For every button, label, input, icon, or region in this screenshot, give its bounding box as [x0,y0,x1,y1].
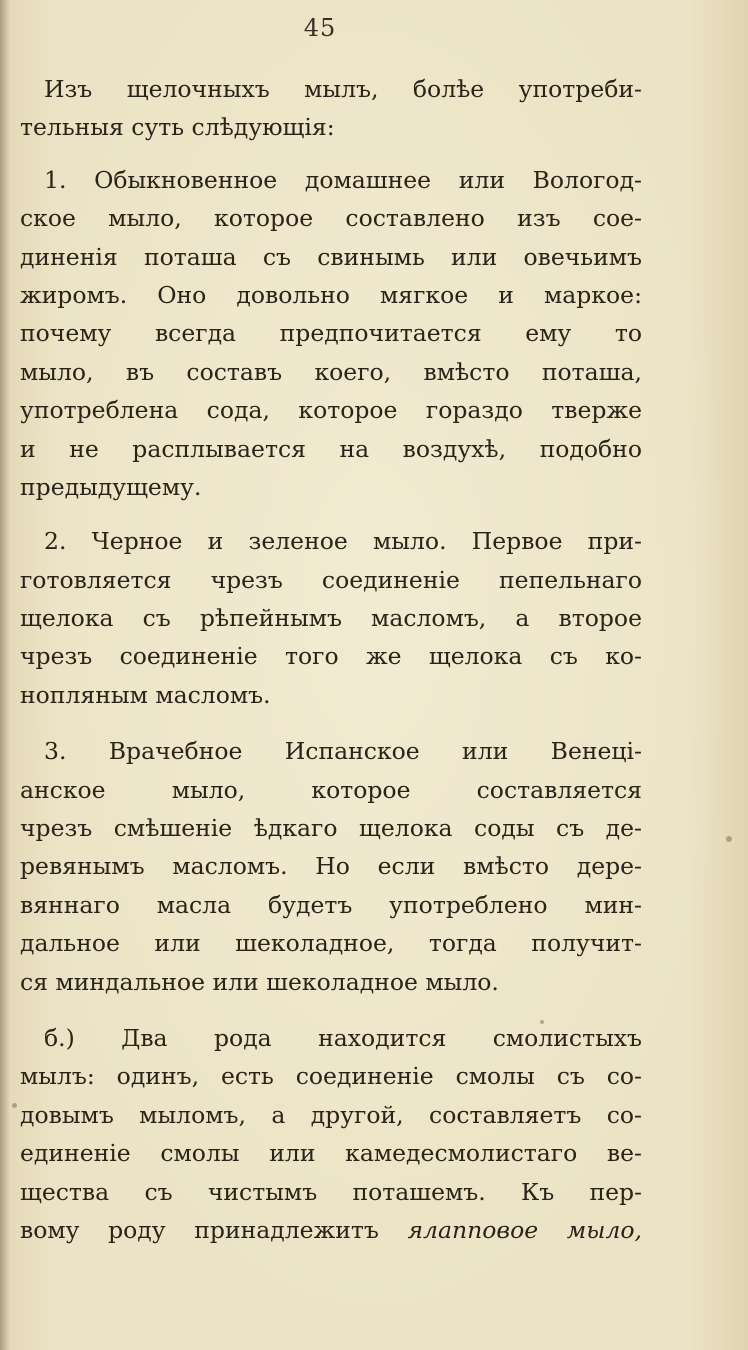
text-line: довымъ мыломъ, а другой, составляетъ со- [20,1100,642,1129]
text-line: почему всегда предпочитается ему то [20,319,642,348]
text-line: тельныя суть слѣдующія: [20,113,335,142]
text-line: чрезъ смѣшеніе ѣдкаго щелока соды съ де- [20,814,642,843]
text-line: готовляется чрезъ соединеніе пепельнаго [20,565,642,594]
text-line: ся миндальное или шеколадное мыло. [20,967,499,996]
last-line-italic: ялапповое мыло, [407,1215,642,1244]
text-line: 2. Черное и зеленое мыло. Первое при- [44,527,642,556]
text-line: щества съ чистымъ поташемъ. Къ пер- [20,1177,642,1206]
paragraph-intro [20,70,642,147]
text-line: единеніе смолы или камедесмолистаго ве- [20,1139,642,1168]
text-line-last [20,1211,642,1249]
text-line: жиромъ. Оно довольно мягкое и маркое: [20,280,642,309]
text-line: мыло, въ составъ коего, вмѣсто поташа, [20,357,642,386]
ink-smudge [540,1020,544,1024]
page-binding-shadow [0,0,10,1350]
text-line: мылъ: одинъ, есть соединеніе смолы съ со- [20,1062,642,1091]
text-line: ское мыло, которое составлено изъ сое- [20,204,642,233]
text-line: 1. Обыкновенное домашнее или Вологод- [44,165,642,194]
ink-smudge [12,1103,17,1108]
text-line: дальное или шеколадное, тогда получит- [20,929,642,958]
text-line: вяннаго масла будетъ употреблено мин- [20,890,642,919]
text-line: 3. Врачебное Испанское или Венеці- [44,737,642,766]
text-line: диненія поташа съ свинымь или овечьимъ [20,242,642,271]
paragraph-item-b [20,1019,642,1249]
text-line: употреблена сода, которое гораздо тверже [20,396,642,425]
last-line-prefix: вому роду принадлежитъ [20,1215,379,1244]
text-line: анское мыло, которое составляется [20,775,642,804]
text-line: предыдущему. [20,472,202,501]
text-line: нопляным масломъ. [20,680,271,709]
text-line: ревянымъ масломъ. Но если вмѣсто дере- [20,852,642,881]
paragraph-item-2 [20,522,642,714]
paragraph-item-3 [20,732,642,1001]
ink-smudge [726,836,732,842]
text-line: чрезъ соединеніе того же щелока съ ко- [20,642,642,671]
paragraph-item-1 [20,161,642,507]
text-line: и не расплывается на воздухѣ, подобно [20,434,642,463]
page-number: 45 [303,14,337,42]
text-line: щелока съ рѣпейнымъ масломъ, а второе [20,604,642,633]
text-line: Изъ щелочныхъ мылъ, болѣе употреби- [44,75,642,103]
text-line: б.) Два рода находится смолистыхъ [44,1023,642,1052]
page-text [20,70,642,1267]
